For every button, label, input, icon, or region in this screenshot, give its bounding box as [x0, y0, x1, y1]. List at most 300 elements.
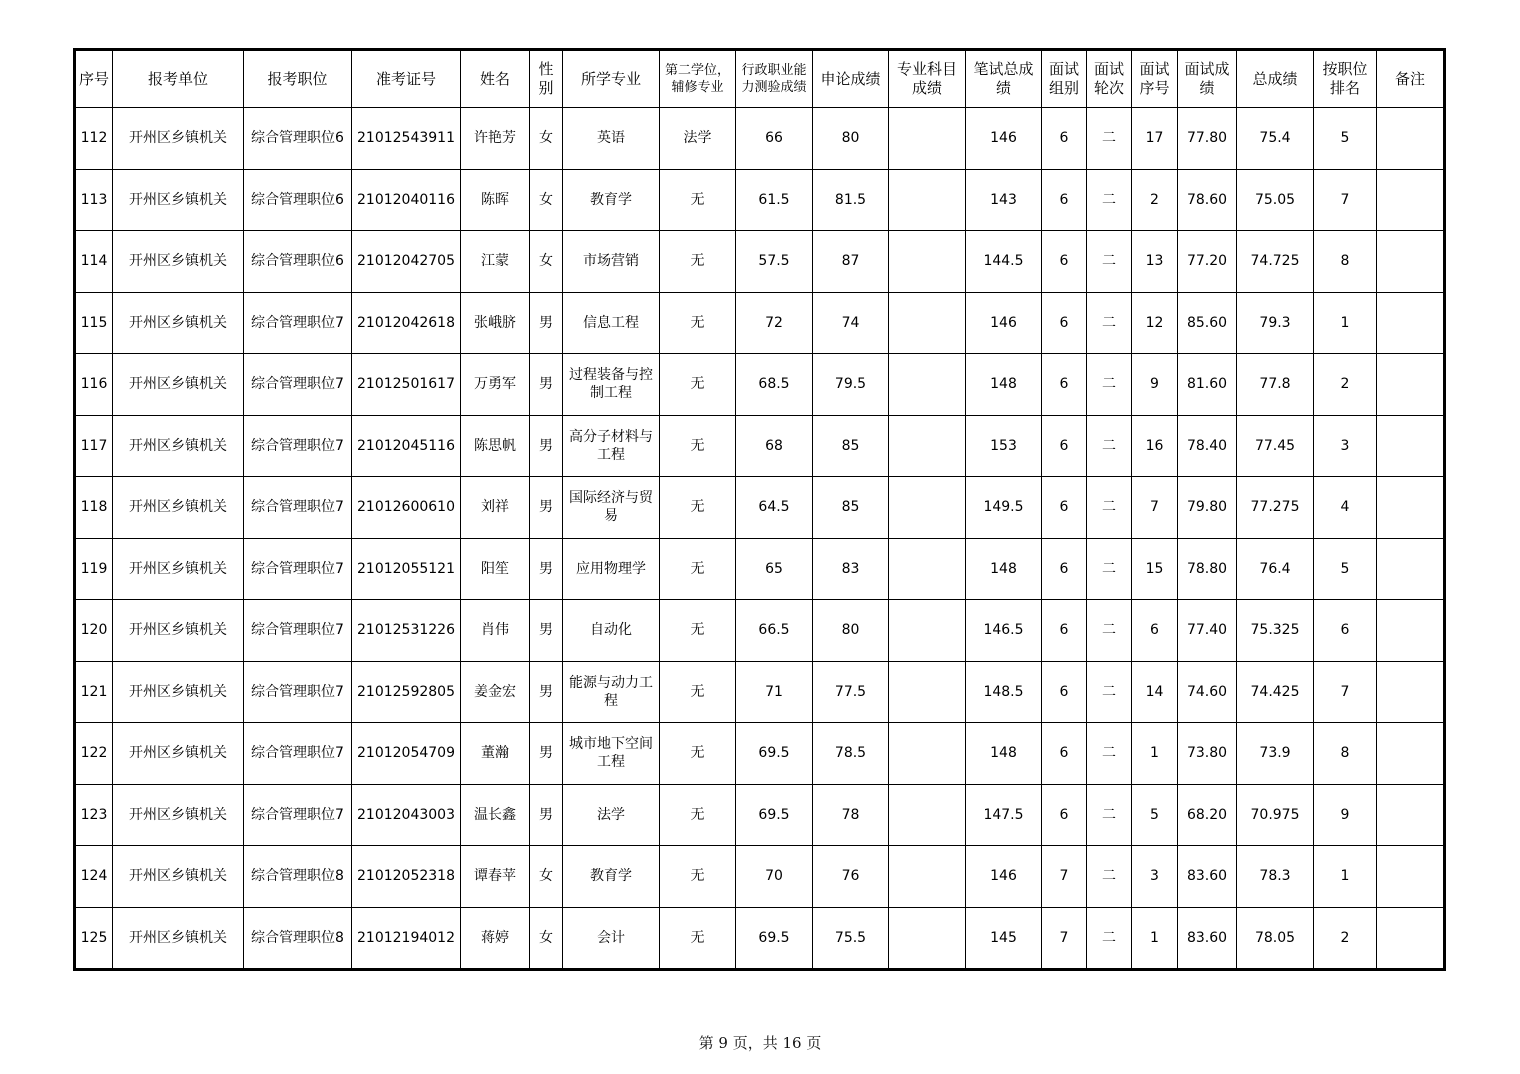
header-cell-name: 姓名: [461, 51, 530, 108]
unit-cell: 开州区乡镇机关: [113, 661, 244, 723]
interview-score-cell: 68.20: [1178, 784, 1237, 846]
interview-score-cell: 79.80: [1178, 477, 1237, 539]
written-total-cell: 146.5: [966, 600, 1042, 662]
interview-round-cell: 二: [1087, 354, 1132, 416]
seq-cell: 125: [76, 907, 113, 969]
interview-order-cell: 14: [1132, 661, 1178, 723]
table-row: [76, 661, 1444, 723]
aptitude-score-cell: 69.5: [736, 784, 813, 846]
total-score-cell: 78.3: [1237, 846, 1314, 908]
major-cell: 应用物理学: [563, 538, 660, 600]
aptitude-score-cell: 72: [736, 292, 813, 354]
written-total-cell: 148: [966, 723, 1042, 785]
written-total-cell: 147.5: [966, 784, 1042, 846]
second-degree-cell: 法学: [660, 108, 736, 170]
rank-cell: 8: [1314, 231, 1377, 293]
subject-score-cell: [889, 600, 966, 662]
aptitude-score-cell: 57.5: [736, 231, 813, 293]
unit-cell: 开州区乡镇机关: [113, 415, 244, 477]
subject-score-cell: [889, 415, 966, 477]
seq-cell: 119: [76, 538, 113, 600]
interview-order-cell: 7: [1132, 477, 1178, 539]
total-score-cell: 74.425: [1237, 661, 1314, 723]
header-cell-second-degree: 第二学位，辅修专业: [660, 51, 736, 108]
table-row: [76, 846, 1444, 908]
name-cell: 阳笙: [461, 538, 530, 600]
name-cell: 刘祥: [461, 477, 530, 539]
seq-cell: 123: [76, 784, 113, 846]
table-row: [76, 784, 1444, 846]
table-row: [76, 723, 1444, 785]
second-degree-cell: 无: [660, 292, 736, 354]
essay-score-cell: 81.5: [813, 169, 889, 231]
interview-group-cell: 6: [1042, 108, 1087, 170]
second-degree-cell: 无: [660, 723, 736, 785]
header-cell-rank: 按职位排名: [1314, 51, 1377, 108]
major-cell: 市场营销: [563, 231, 660, 293]
subject-score-cell: [889, 354, 966, 416]
aptitude-score-cell: 64.5: [736, 477, 813, 539]
name-cell: 陈思帆: [461, 415, 530, 477]
aptitude-score-cell: 68: [736, 415, 813, 477]
gender-cell: 男: [530, 661, 563, 723]
remarks-cell: [1377, 415, 1444, 477]
major-cell: 过程装备与控制工程: [563, 354, 660, 416]
total-score-cell: 70.975: [1237, 784, 1314, 846]
position-cell: 综合管理职位8: [244, 907, 352, 969]
unit-cell: 开州区乡镇机关: [113, 538, 244, 600]
subject-score-cell: [889, 108, 966, 170]
unit-cell: 开州区乡镇机关: [113, 723, 244, 785]
interview-round-cell: 二: [1087, 477, 1132, 539]
essay-score-cell: 87: [813, 231, 889, 293]
written-total-cell: 148.5: [966, 661, 1042, 723]
name-cell: 万勇军: [461, 354, 530, 416]
interview-group-cell: 6: [1042, 415, 1087, 477]
unit-cell: 开州区乡镇机关: [113, 108, 244, 170]
unit-cell: 开州区乡镇机关: [113, 907, 244, 969]
total-score-cell: 78.05: [1237, 907, 1314, 969]
aptitude-score-cell: 66.5: [736, 600, 813, 662]
interview-group-cell: 6: [1042, 292, 1087, 354]
header-cell-essay-score: 申论成绩: [813, 51, 889, 108]
essay-score-cell: 76: [813, 846, 889, 908]
name-cell: 董瀚: [461, 723, 530, 785]
seq-cell: 115: [76, 292, 113, 354]
gender-cell: 男: [530, 784, 563, 846]
rank-cell: 5: [1314, 538, 1377, 600]
rank-cell: 7: [1314, 169, 1377, 231]
interview-order-cell: 1: [1132, 723, 1178, 785]
written-total-cell: 146: [966, 292, 1042, 354]
name-cell: 蒋婷: [461, 907, 530, 969]
essay-score-cell: 77.5: [813, 661, 889, 723]
second-degree-cell: 无: [660, 661, 736, 723]
gender-cell: 男: [530, 292, 563, 354]
header-cell-aptitude-score: 行政职业能力测验成绩: [736, 51, 813, 108]
major-cell: 自动化: [563, 600, 660, 662]
interview-score-cell: 83.60: [1178, 907, 1237, 969]
interview-round-cell: 二: [1087, 723, 1132, 785]
interview-round-cell: 二: [1087, 169, 1132, 231]
gender-cell: 女: [530, 169, 563, 231]
name-cell: 张峨脐: [461, 292, 530, 354]
essay-score-cell: 78: [813, 784, 889, 846]
interview-score-cell: 78.80: [1178, 538, 1237, 600]
second-degree-cell: 无: [660, 231, 736, 293]
rank-cell: 8: [1314, 723, 1377, 785]
unit-cell: 开州区乡镇机关: [113, 846, 244, 908]
table-row: [76, 538, 1444, 600]
table-row: [76, 600, 1444, 662]
seq-cell: 117: [76, 415, 113, 477]
seq-cell: 116: [76, 354, 113, 416]
rank-cell: 4: [1314, 477, 1377, 539]
gender-cell: 女: [530, 231, 563, 293]
second-degree-cell: 无: [660, 600, 736, 662]
remarks-cell: [1377, 661, 1444, 723]
total-score-cell: 75.325: [1237, 600, 1314, 662]
interview-round-cell: 二: [1087, 231, 1132, 293]
gender-cell: 男: [530, 477, 563, 539]
remarks-cell: [1377, 723, 1444, 785]
table-row: [76, 169, 1444, 231]
interview-score-cell: 81.60: [1178, 354, 1237, 416]
interview-order-cell: 5: [1132, 784, 1178, 846]
essay-score-cell: 79.5: [813, 354, 889, 416]
aptitude-score-cell: 69.5: [736, 907, 813, 969]
rank-cell: 3: [1314, 415, 1377, 477]
name-cell: 温长鑫: [461, 784, 530, 846]
major-cell: 会计: [563, 907, 660, 969]
seq-cell: 112: [76, 108, 113, 170]
written-total-cell: 143: [966, 169, 1042, 231]
interview-round-cell: 二: [1087, 600, 1132, 662]
written-total-cell: 149.5: [966, 477, 1042, 539]
aptitude-score-cell: 71: [736, 661, 813, 723]
interview-score-cell: 77.80: [1178, 108, 1237, 170]
interview-round-cell: 二: [1087, 907, 1132, 969]
name-cell: 许艳芳: [461, 108, 530, 170]
seq-cell: 120: [76, 600, 113, 662]
unit-cell: 开州区乡镇机关: [113, 354, 244, 416]
interview-group-cell: 6: [1042, 354, 1087, 416]
exam-id-cell: 21012055121: [352, 538, 461, 600]
exam-id-cell: 21012501617: [352, 354, 461, 416]
name-cell: 姜金宏: [461, 661, 530, 723]
total-score-cell: 76.4: [1237, 538, 1314, 600]
unit-cell: 开州区乡镇机关: [113, 477, 244, 539]
essay-score-cell: 85: [813, 477, 889, 539]
position-cell: 综合管理职位6: [244, 108, 352, 170]
exam-id-cell: 21012042618: [352, 292, 461, 354]
major-cell: 能源与动力工程: [563, 661, 660, 723]
exam-id-cell: 21012194012: [352, 907, 461, 969]
exam-id-cell: 21012045116: [352, 415, 461, 477]
total-score-cell: 77.45: [1237, 415, 1314, 477]
exam-id-cell: 21012042705: [352, 231, 461, 293]
name-cell: 肖伟: [461, 600, 530, 662]
total-score-cell: 73.9: [1237, 723, 1314, 785]
second-degree-cell: 无: [660, 169, 736, 231]
remarks-cell: [1377, 846, 1444, 908]
remarks-cell: [1377, 292, 1444, 354]
subject-score-cell: [889, 907, 966, 969]
aptitude-score-cell: 65: [736, 538, 813, 600]
interview-round-cell: 二: [1087, 538, 1132, 600]
header-cell-interview-score: 面试成绩: [1178, 51, 1237, 108]
position-cell: 综合管理职位7: [244, 415, 352, 477]
interview-order-cell: 3: [1132, 846, 1178, 908]
header-cell-written-total: 笔试总成绩: [966, 51, 1042, 108]
exam-id-cell: 21012543911: [352, 108, 461, 170]
rank-cell: 5: [1314, 108, 1377, 170]
interview-score-cell: 77.20: [1178, 231, 1237, 293]
interview-score-cell: 74.60: [1178, 661, 1237, 723]
aptitude-score-cell: 68.5: [736, 354, 813, 416]
total-score-cell: 75.05: [1237, 169, 1314, 231]
remarks-cell: [1377, 538, 1444, 600]
position-cell: 综合管理职位7: [244, 354, 352, 416]
essay-score-cell: 74: [813, 292, 889, 354]
header-cell-subject-score: 专业科目成绩: [889, 51, 966, 108]
subject-score-cell: [889, 846, 966, 908]
interview-score-cell: 77.40: [1178, 600, 1237, 662]
total-score-cell: 79.3: [1237, 292, 1314, 354]
seq-cell: 124: [76, 846, 113, 908]
subject-score-cell: [889, 231, 966, 293]
header-cell-seq: 序号: [76, 51, 113, 108]
written-total-cell: 144.5: [966, 231, 1042, 293]
written-total-cell: 145: [966, 907, 1042, 969]
position-cell: 综合管理职位7: [244, 292, 352, 354]
gender-cell: 男: [530, 600, 563, 662]
major-cell: 法学: [563, 784, 660, 846]
header-row: [76, 51, 1444, 108]
remarks-cell: [1377, 169, 1444, 231]
interview-order-cell: 9: [1132, 354, 1178, 416]
rank-cell: 2: [1314, 907, 1377, 969]
unit-cell: 开州区乡镇机关: [113, 231, 244, 293]
subject-score-cell: [889, 292, 966, 354]
position-cell: 综合管理职位7: [244, 784, 352, 846]
subject-score-cell: [889, 477, 966, 539]
seq-cell: 113: [76, 169, 113, 231]
essay-score-cell: 85: [813, 415, 889, 477]
remarks-cell: [1377, 600, 1444, 662]
interview-round-cell: 二: [1087, 292, 1132, 354]
interview-group-cell: 6: [1042, 661, 1087, 723]
position-cell: 综合管理职位7: [244, 538, 352, 600]
unit-cell: 开州区乡镇机关: [113, 292, 244, 354]
interview-round-cell: 二: [1087, 415, 1132, 477]
exam-id-cell: 21012054709: [352, 723, 461, 785]
gender-cell: 男: [530, 723, 563, 785]
subject-score-cell: [889, 169, 966, 231]
table-row: [76, 354, 1444, 416]
interview-order-cell: 15: [1132, 538, 1178, 600]
table-body: [76, 108, 1444, 969]
essay-score-cell: 80: [813, 600, 889, 662]
header-cell-interview-order: 面试序号: [1132, 51, 1178, 108]
name-cell: 陈晖: [461, 169, 530, 231]
name-cell: 谭春苹: [461, 846, 530, 908]
unit-cell: 开州区乡镇机关: [113, 169, 244, 231]
subject-score-cell: [889, 538, 966, 600]
interview-score-cell: 78.40: [1178, 415, 1237, 477]
second-degree-cell: 无: [660, 846, 736, 908]
position-cell: 综合管理职位7: [244, 600, 352, 662]
interview-order-cell: 17: [1132, 108, 1178, 170]
header-cell-exam-id: 准考证号: [352, 51, 461, 108]
written-total-cell: 148: [966, 538, 1042, 600]
second-degree-cell: 无: [660, 784, 736, 846]
remarks-cell: [1377, 231, 1444, 293]
position-cell: 综合管理职位6: [244, 169, 352, 231]
total-score-cell: 77.8: [1237, 354, 1314, 416]
unit-cell: 开州区乡镇机关: [113, 600, 244, 662]
position-cell: 综合管理职位6: [244, 231, 352, 293]
gender-cell: 男: [530, 415, 563, 477]
header-cell-major: 所学专业: [563, 51, 660, 108]
seq-cell: 114: [76, 231, 113, 293]
major-cell: 城市地下空间工程: [563, 723, 660, 785]
position-cell: 综合管理职位7: [244, 661, 352, 723]
interview-order-cell: 12: [1132, 292, 1178, 354]
interview-score-cell: 78.60: [1178, 169, 1237, 231]
rank-cell: 9: [1314, 784, 1377, 846]
table-row: [76, 907, 1444, 969]
seq-cell: 122: [76, 723, 113, 785]
gender-cell: 女: [530, 108, 563, 170]
position-cell: 综合管理职位7: [244, 723, 352, 785]
rank-cell: 6: [1314, 600, 1377, 662]
interview-order-cell: 13: [1132, 231, 1178, 293]
essay-score-cell: 80: [813, 108, 889, 170]
gender-cell: 女: [530, 846, 563, 908]
table-row: [76, 477, 1444, 539]
total-score-cell: 74.725: [1237, 231, 1314, 293]
rank-cell: 7: [1314, 661, 1377, 723]
rank-cell: 1: [1314, 846, 1377, 908]
second-degree-cell: 无: [660, 907, 736, 969]
major-cell: 教育学: [563, 846, 660, 908]
interview-group-cell: 6: [1042, 169, 1087, 231]
rank-cell: 2: [1314, 354, 1377, 416]
table-row: [76, 292, 1444, 354]
seq-cell: 121: [76, 661, 113, 723]
results-table: [75, 50, 1444, 969]
interview-group-cell: 6: [1042, 784, 1087, 846]
name-cell: 江蒙: [461, 231, 530, 293]
remarks-cell: [1377, 477, 1444, 539]
interview-order-cell: 6: [1132, 600, 1178, 662]
total-score-cell: 77.275: [1237, 477, 1314, 539]
remarks-cell: [1377, 907, 1444, 969]
interview-group-cell: 7: [1042, 907, 1087, 969]
exam-id-cell: 21012531226: [352, 600, 461, 662]
interview-group-cell: 6: [1042, 231, 1087, 293]
header-cell-total-score: 总成绩: [1237, 51, 1314, 108]
major-cell: 英语: [563, 108, 660, 170]
major-cell: 高分子材料与工程: [563, 415, 660, 477]
written-total-cell: 153: [966, 415, 1042, 477]
interview-score-cell: 83.60: [1178, 846, 1237, 908]
gender-cell: 女: [530, 907, 563, 969]
header-cell-interview-group: 面试组别: [1042, 51, 1087, 108]
exam-id-cell: 21012043003: [352, 784, 461, 846]
table-header: [76, 51, 1444, 108]
second-degree-cell: 无: [660, 477, 736, 539]
rank-cell: 1: [1314, 292, 1377, 354]
header-cell-interview-round: 面试轮次: [1087, 51, 1132, 108]
exam-id-cell: 21012052318: [352, 846, 461, 908]
header-cell-remarks: 备注: [1377, 51, 1444, 108]
aptitude-score-cell: 70: [736, 846, 813, 908]
interview-round-cell: 二: [1087, 661, 1132, 723]
remarks-cell: [1377, 354, 1444, 416]
aptitude-score-cell: 69.5: [736, 723, 813, 785]
major-cell: 信息工程: [563, 292, 660, 354]
interview-group-cell: 6: [1042, 600, 1087, 662]
aptitude-score-cell: 66: [736, 108, 813, 170]
position-cell: 综合管理职位7: [244, 477, 352, 539]
interview-group-cell: 6: [1042, 477, 1087, 539]
interview-round-cell: 二: [1087, 784, 1132, 846]
interview-group-cell: 6: [1042, 538, 1087, 600]
second-degree-cell: 无: [660, 354, 736, 416]
position-cell: 综合管理职位8: [244, 846, 352, 908]
gender-cell: 男: [530, 538, 563, 600]
interview-score-cell: 85.60: [1178, 292, 1237, 354]
interview-order-cell: 16: [1132, 415, 1178, 477]
remarks-cell: [1377, 784, 1444, 846]
written-total-cell: 148: [966, 354, 1042, 416]
header-cell-unit: 报考单位: [113, 51, 244, 108]
table-row: [76, 108, 1444, 170]
interview-score-cell: 73.80: [1178, 723, 1237, 785]
seq-cell: 118: [76, 477, 113, 539]
page-footer: 第 9 页，共 16 页: [698, 1034, 822, 1052]
interview-group-cell: 7: [1042, 846, 1087, 908]
essay-score-cell: 75.5: [813, 907, 889, 969]
header-cell-gender: 性别: [530, 51, 563, 108]
second-degree-cell: 无: [660, 538, 736, 600]
interview-group-cell: 6: [1042, 723, 1087, 785]
major-cell: 国际经济与贸易: [563, 477, 660, 539]
subject-score-cell: [889, 661, 966, 723]
written-total-cell: 146: [966, 108, 1042, 170]
interview-round-cell: 二: [1087, 108, 1132, 170]
gender-cell: 男: [530, 354, 563, 416]
header-cell-position: 报考职位: [244, 51, 352, 108]
interview-round-cell: 二: [1087, 846, 1132, 908]
unit-cell: 开州区乡镇机关: [113, 784, 244, 846]
subject-score-cell: [889, 784, 966, 846]
total-score-cell: 75.4: [1237, 108, 1314, 170]
interview-order-cell: 1: [1132, 907, 1178, 969]
exam-id-cell: 21012592805: [352, 661, 461, 723]
exam-id-cell: 21012600610: [352, 477, 461, 539]
aptitude-score-cell: 61.5: [736, 169, 813, 231]
second-degree-cell: 无: [660, 415, 736, 477]
remarks-cell: [1377, 108, 1444, 170]
table-row: [76, 231, 1444, 293]
essay-score-cell: 78.5: [813, 723, 889, 785]
interview-order-cell: 2: [1132, 169, 1178, 231]
exam-id-cell: 21012040116: [352, 169, 461, 231]
major-cell: 教育学: [563, 169, 660, 231]
